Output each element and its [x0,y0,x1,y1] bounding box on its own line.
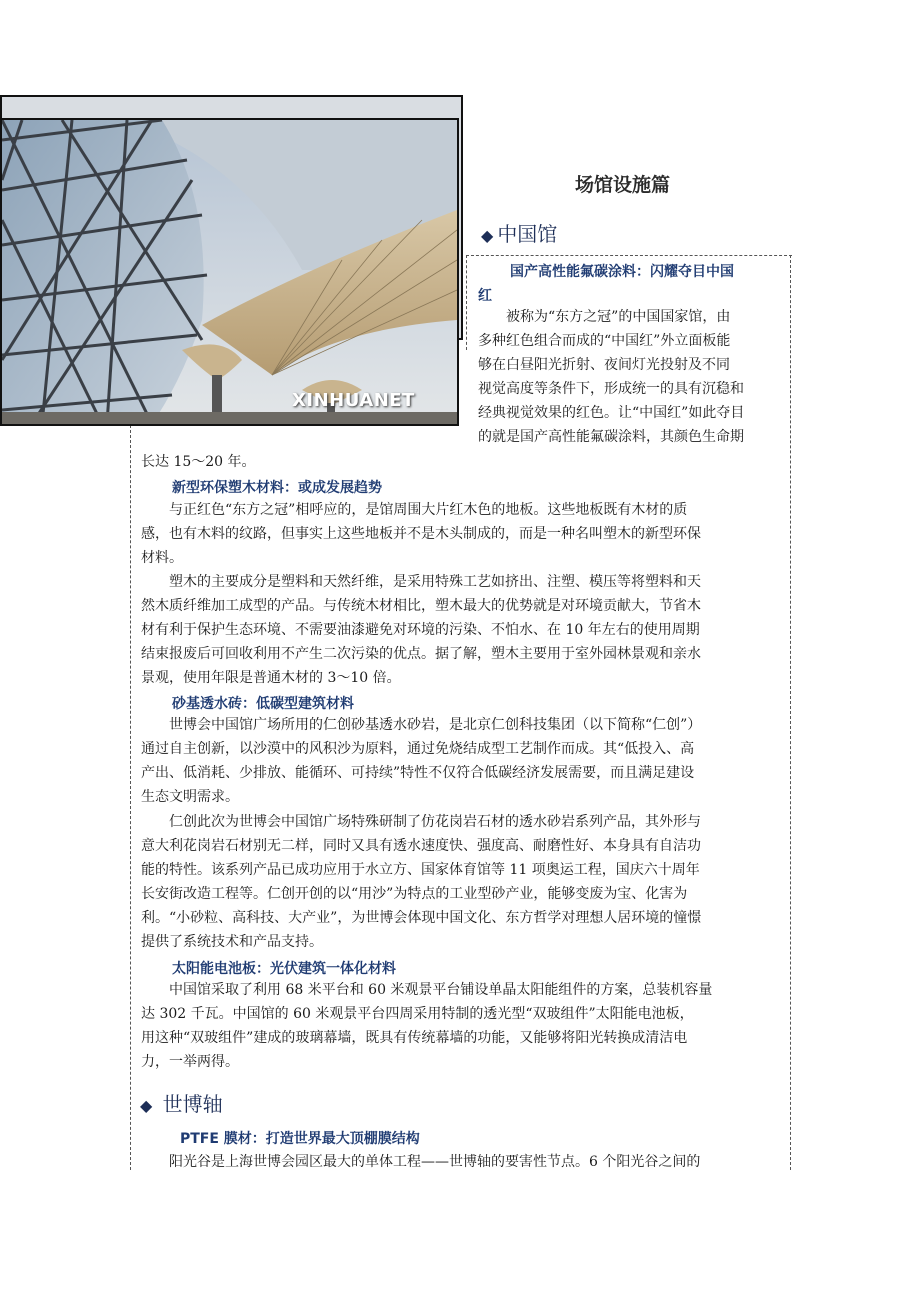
paragraph-china-red: 被称为“东方之冠”的中国国家馆，由 多种红色组合而成的“中国红”外立面板能 够在白昼阳光折射、夜间灯光投射及不同 视觉高度等条件下，形成统一的具有沉稳和 经典视觉效果的红色。让“中国红”如此夺目 的就是国产高性能氟碳涂料，其颜色生命期 [478,309,745,445]
frame-border-left-upper [466,255,467,350]
xinhuanet-watermark: XINHUANET [292,390,415,411]
paragraph-sun-valley: 阳光谷是上海世博会园区最大的单体工程——世博轴的要害性节点。6 个阳光谷之间的 [169,1154,701,1170]
frame-border-left [130,425,131,1170]
section-title: 中国馆 [497,222,558,246]
section-title: 世博轴 [162,1092,223,1116]
page-title: 场馆设施篇 [575,174,671,196]
paragraph-permeable-brick-detail: 仁创此次为世博会中国馆广场特殊研制了仿花岗岩石材的透水砂岩系列产品，其外形与 意大利花岗岩石材别无二样，同时又具有透水速度快、强度高、耐磨性好、本身具有自洁功 能的特性。该系列产品已成功应用于水立方、国家体育馆等 11 项奥运工程，国庆六十周年 长安街改造工程等。仁创开创的以“用沙”为特点的工业型砂产业，能够变废为宝、化害为 利。“小砂粒、高科技、大产业”，为世博会体现中国文化、东方哲学对理想人居环境的憧憬 提供了系统技术和产品支持。 [141,814,702,950]
subheading-plastic-wood: 新型环保塑木材料：或成发展趋势 [172,480,382,496]
section-china-pavilion [481,218,557,247]
subheading-ptfe-membrane: PTFE 膜材：打造世界最大顶棚膜结构 [180,1131,420,1147]
sun-valley-illustration [2,120,457,424]
section-expo-axis [140,1088,223,1117]
paragraph-plastic-wood-intro: 与正红色“东方之冠”相呼应的，是馆周围大片红木色的地板。这些地板既有木材的质 感，也有木料的纹路，但事实上这些地板并不是木头制成的，而是一种名叫塑木的新型环保 材料。 [141,502,701,566]
paragraph-plastic-wood-detail: 塑木的主要成分是塑料和天然纤维，是采用特殊工艺如挤出、注塑、模压等将塑料和天 然木质纤维加工成型的产品。与传统木材相比，塑木最大的优势就是对环境贡献大，节省木 材有利于保护生态环境、不需要油漆避免对环境的污染、不怕水、在 10 年左右的使用周期 结束报废后可回收利用不产生二次污染的优点。据了解，塑木主要用于室外园林景观和亲水 景观，使用年限是普通木材的 3～10 倍。 [141,574,701,686]
frame-border-top [466,255,792,256]
subheading-solar-panel: 太阳能电池板：光伏建筑一体化材料 [172,961,396,977]
paragraph-permeable-brick-intro: 世博会中国馆广场所用的仁创砂基透水砂岩，是北京仁创科技集团（以下简称“仁创”） 通过自主创新，以沙漠中的风积沙为原料，通过免烧结成型工艺制作而成。其“低投入、高 产出、低消耗、少排放、能循环、可持续”特性不仅符合低碳经济发展需要，而且满足建设 生态文明需求。 [141,717,702,805]
diamond-bullet-icon: ◆ [481,226,494,245]
expo-axis-photo [0,118,459,426]
subheading-permeable-brick: 砂基透水砖：低碳型建筑材料 [172,696,354,712]
subheading-fluorocarbon-coating: 国产高性能氟碳涂料：闪耀夺目中国 [510,264,734,280]
paragraph-china-red-end: 长达 15～20 年。 [141,454,256,470]
subheading-fluorocarbon-coating-cont: 红 [478,288,492,304]
paragraph-solar-panel: 中国馆采取了利用 68 米平台和 60 米观景平台铺设单晶太阳能组件的方案，总装机容量 达 302 千瓦。中国馆的 60 米观景平台四周采用特制的透光型“双玻组件”太阳能电池板， 用这种“双玻组件”建成的玻璃幕墙，既具有传统幕墙的功能，又能够将阳光转换成清洁电 力，一举两得。 [141,982,713,1070]
diamond-bullet-icon: ◆ [140,1096,153,1115]
frame-border-right [790,255,791,1170]
